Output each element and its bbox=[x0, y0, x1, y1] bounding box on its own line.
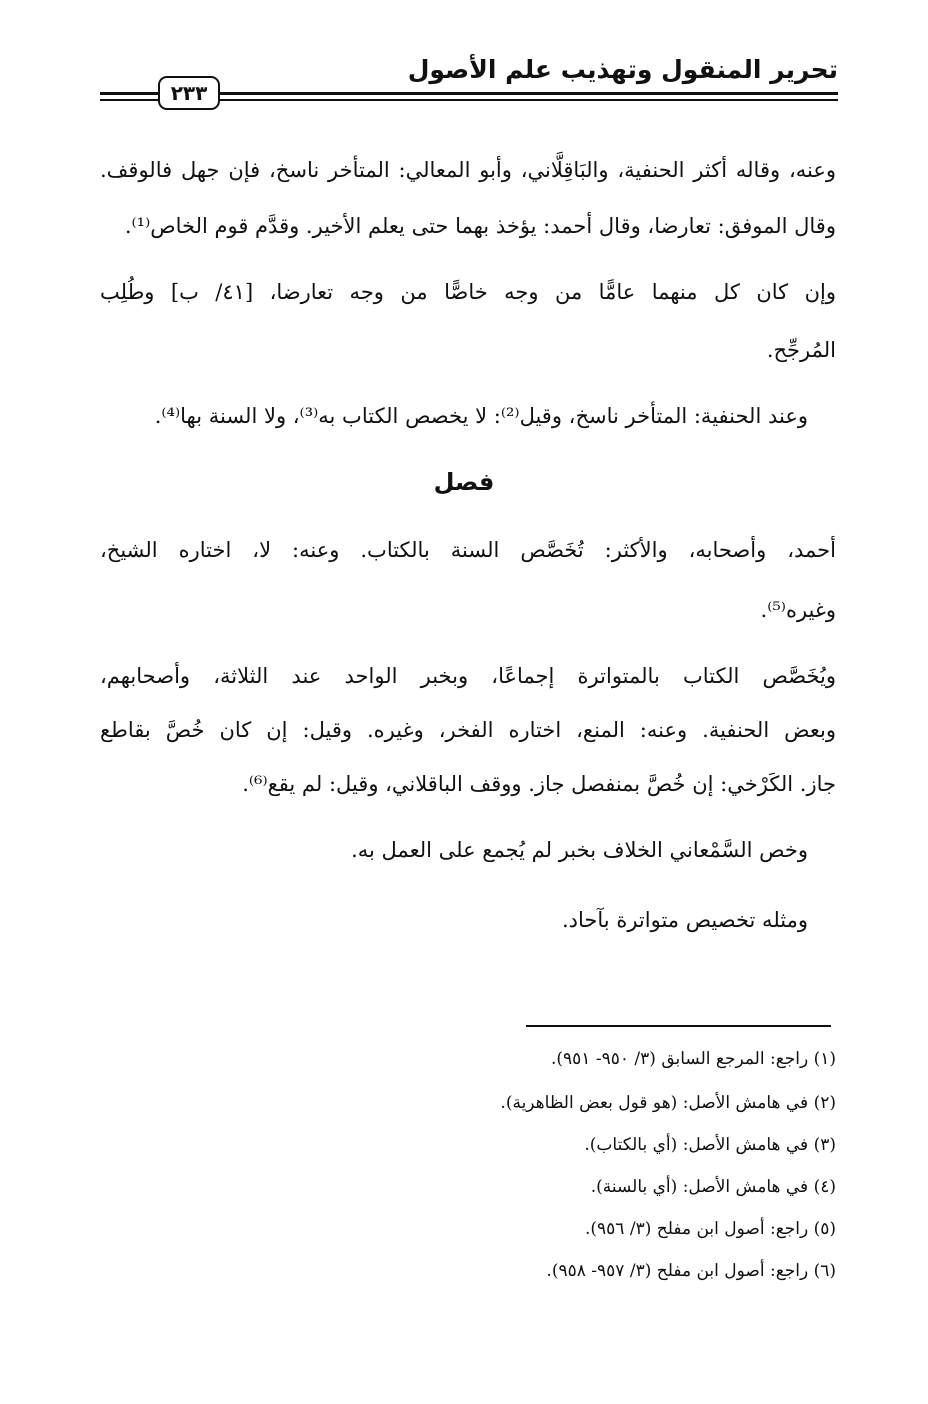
footnote-1: (١) راجع: المرجع السابق (٣/ ٩٥٠- ٩٥١). bbox=[551, 1049, 836, 1069]
footnote-6: (٦) راجع: أصول ابن مفلح (٣/ ٩٥٧- ٩٥٨). bbox=[546, 1261, 836, 1281]
body-line-11: وخص السَّمْعاني الخلاف بخبر لم يُجمع على العمل به. bbox=[351, 838, 808, 862]
footnote-3: (٣) في هامش الأصل: (أي بالكتاب). bbox=[584, 1135, 836, 1155]
body-line-2: وقال الموفق: تعارضا، وقال أحمد: يؤخذ بهما حتى يعلم الأخير. وقدَّم قوم الخاص⁽¹⁾. bbox=[124, 214, 836, 238]
body-line-6: أحمد، وأصحابه، والأكثر: تُخَصَّص السنة بالكتاب. وعنه: لا، اختاره الشيخ، bbox=[100, 538, 836, 562]
section-heading: فصل bbox=[433, 468, 495, 496]
body-line-9: وبعض الحنفية. وعنه: المنع، اختاره الفخر، وغيره. وقيل: إن كان خُصَّ بقاطع bbox=[100, 718, 836, 742]
page-number: ٢٣٣ bbox=[158, 76, 220, 110]
body-line-12: ومثله تخصيص متواترة بآحاد. bbox=[562, 908, 808, 932]
footnote-2: (٢) في هامش الأصل: (هو قول بعض الظاهرية). bbox=[500, 1093, 836, 1113]
body-line-8: ويُخَصَّص الكتاب بالمتواترة إجماعًا، وبخبر الواحد عند الثلاثة، وأصحابهم، bbox=[100, 664, 836, 688]
body-line-5: وعند الحنفية: المتأخر ناسخ، وقيل⁽²⁾: لا يخصص الكتاب به⁽³⁾، ولا السنة بها⁽⁴⁾. bbox=[154, 404, 808, 428]
body-line-10: جاز. الكَرْخي: إن خُصَّ بمنفصل جاز. ووقف الباقلاني، وقيل: لم يقع⁽⁶⁾. bbox=[242, 772, 836, 796]
body-line-3: وإن كان كل منهما عامًّا من وجه خاصًّا من وجه تعارضا، [٤١/ ب] وطُلِب bbox=[100, 280, 836, 304]
body-line-7: وغيره⁽⁵⁾. bbox=[760, 598, 836, 622]
running-title: تحرير المنقول وتهذيب علم الأصول bbox=[407, 55, 838, 84]
footnote-separator bbox=[526, 1025, 831, 1027]
footnote-5: (٥) راجع: أصول ابن مفلح (٣/ ٩٥٦). bbox=[584, 1219, 836, 1239]
body-line-1: وعنه، وقاله أكثر الحنفية، والبَاقِلَّاني، وأبو المعالي: المتأخر ناسخ، فإن جهل فالوقف. bbox=[100, 158, 836, 182]
footnote-4: (٤) في هامش الأصل: (أي بالسنة). bbox=[590, 1177, 836, 1197]
body-line-4: المُرجِّح. bbox=[766, 338, 836, 362]
